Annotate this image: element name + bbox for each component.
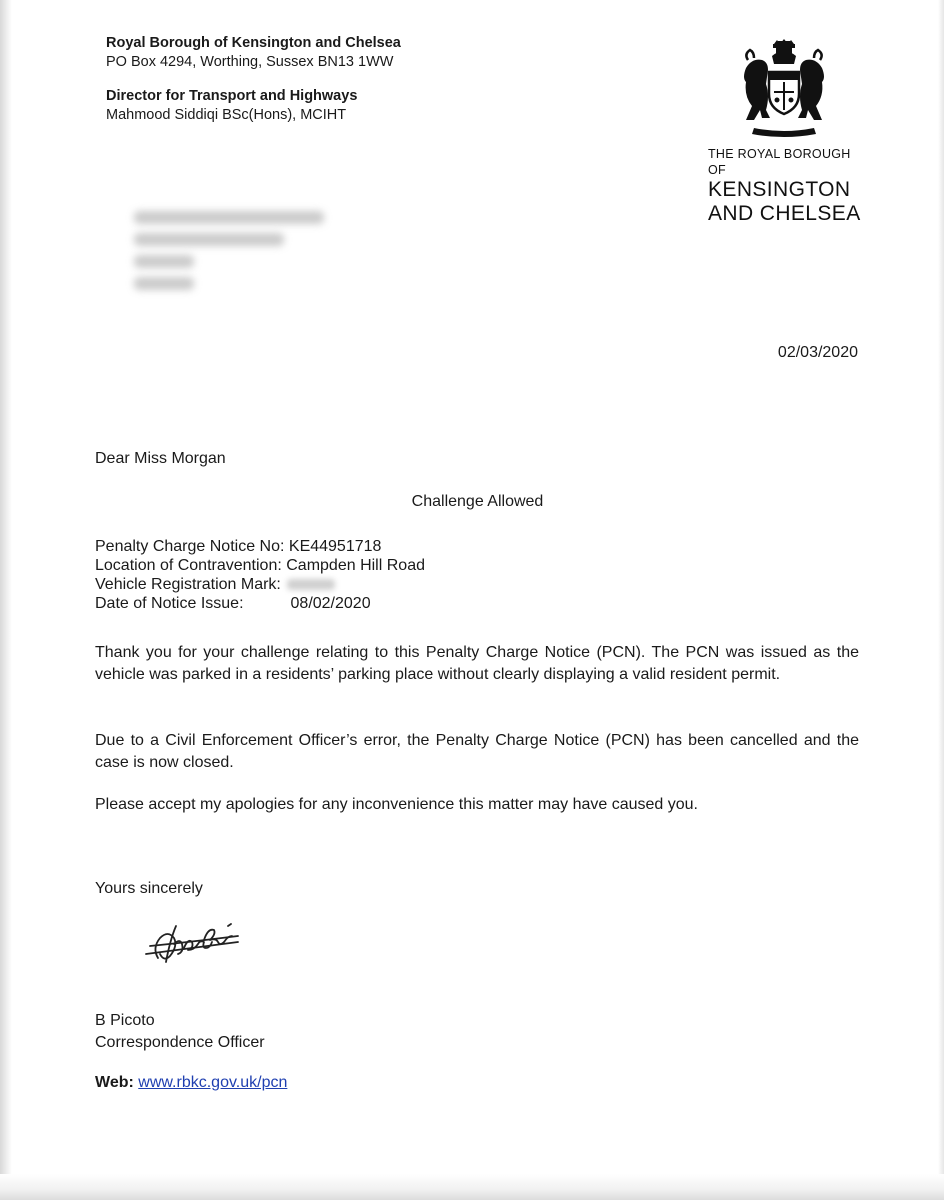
vrm-label: Vehicle Registration Mark: xyxy=(95,576,281,593)
issue-date-row xyxy=(95,594,425,613)
issue-date-value: 08/02/2020 xyxy=(290,595,371,612)
signer-title: Correspondence Officer xyxy=(95,1034,265,1051)
web-line xyxy=(95,1074,287,1092)
handwritten-signature xyxy=(144,914,248,970)
body-paragraph-3: Please accept my apologies for any inconvenience this matter may have caused you. xyxy=(95,796,698,813)
salutation: Dear Miss Morgan xyxy=(95,450,226,467)
vrm-row xyxy=(95,575,425,594)
pcn-row xyxy=(95,537,425,556)
letter-subject: Challenge Allowed xyxy=(411,493,544,510)
scan-right-edge xyxy=(938,0,944,1200)
signer-block xyxy=(95,1010,265,1054)
director-title: Director for Transport and Highways xyxy=(106,88,358,104)
pcn-label: Penalty Charge Notice No: xyxy=(95,538,285,555)
location-value: Campden Hill Road xyxy=(286,557,425,574)
director-name: Mahmood Siddiqi BSc(Hons), MCIHT xyxy=(106,107,347,123)
wordmark-line2: KENSINGTON xyxy=(708,178,851,201)
location-row xyxy=(95,556,425,575)
body-paragraph-2: Due to a Civil Enforcement Officer’s error, the Penalty Charge Notice (PCN) has been cancelled and the case is now closed. xyxy=(95,732,859,771)
web-label: Web: xyxy=(95,1074,134,1091)
sender-org-name: Royal Borough of Kensington and Chelsea xyxy=(106,35,401,51)
recipient-address-redacted xyxy=(134,204,324,294)
borough-coat-of-arms-icon xyxy=(736,38,832,138)
sender-org-address: PO Box 4294, Worthing, Sussex BN13 1WW xyxy=(106,54,394,70)
borough-wordmark xyxy=(708,146,868,226)
closing: Yours sincerely xyxy=(95,880,203,897)
wordmark-line3: AND CHELSEA xyxy=(708,202,861,225)
sender-block xyxy=(106,34,401,125)
letter-date: 02/03/2020 xyxy=(777,344,858,361)
signer-name: B Picoto xyxy=(95,1012,155,1029)
notice-details xyxy=(95,537,425,613)
issue-date-label: Date of Notice Issue: xyxy=(95,595,244,612)
scan-bottom-edge xyxy=(0,1174,944,1200)
body-paragraph-1: Thank you for your challenge relating to this Penalty Charge Notice (PCN). The PCN was issued as the vehicle was parked in a residents’ parking place without clearly displaying a valid resident permit. xyxy=(95,644,859,683)
pcn-value: KE44951718 xyxy=(288,538,382,555)
wordmark-line1: THE ROYAL BOROUGH OF xyxy=(708,147,851,177)
location-label: Location of Contravention: xyxy=(95,557,282,574)
vrm-value-redacted xyxy=(287,579,335,590)
scan-left-edge xyxy=(0,0,12,1200)
pcn-website-link[interactable]: www.rbkc.gov.uk/pcn xyxy=(138,1074,288,1091)
